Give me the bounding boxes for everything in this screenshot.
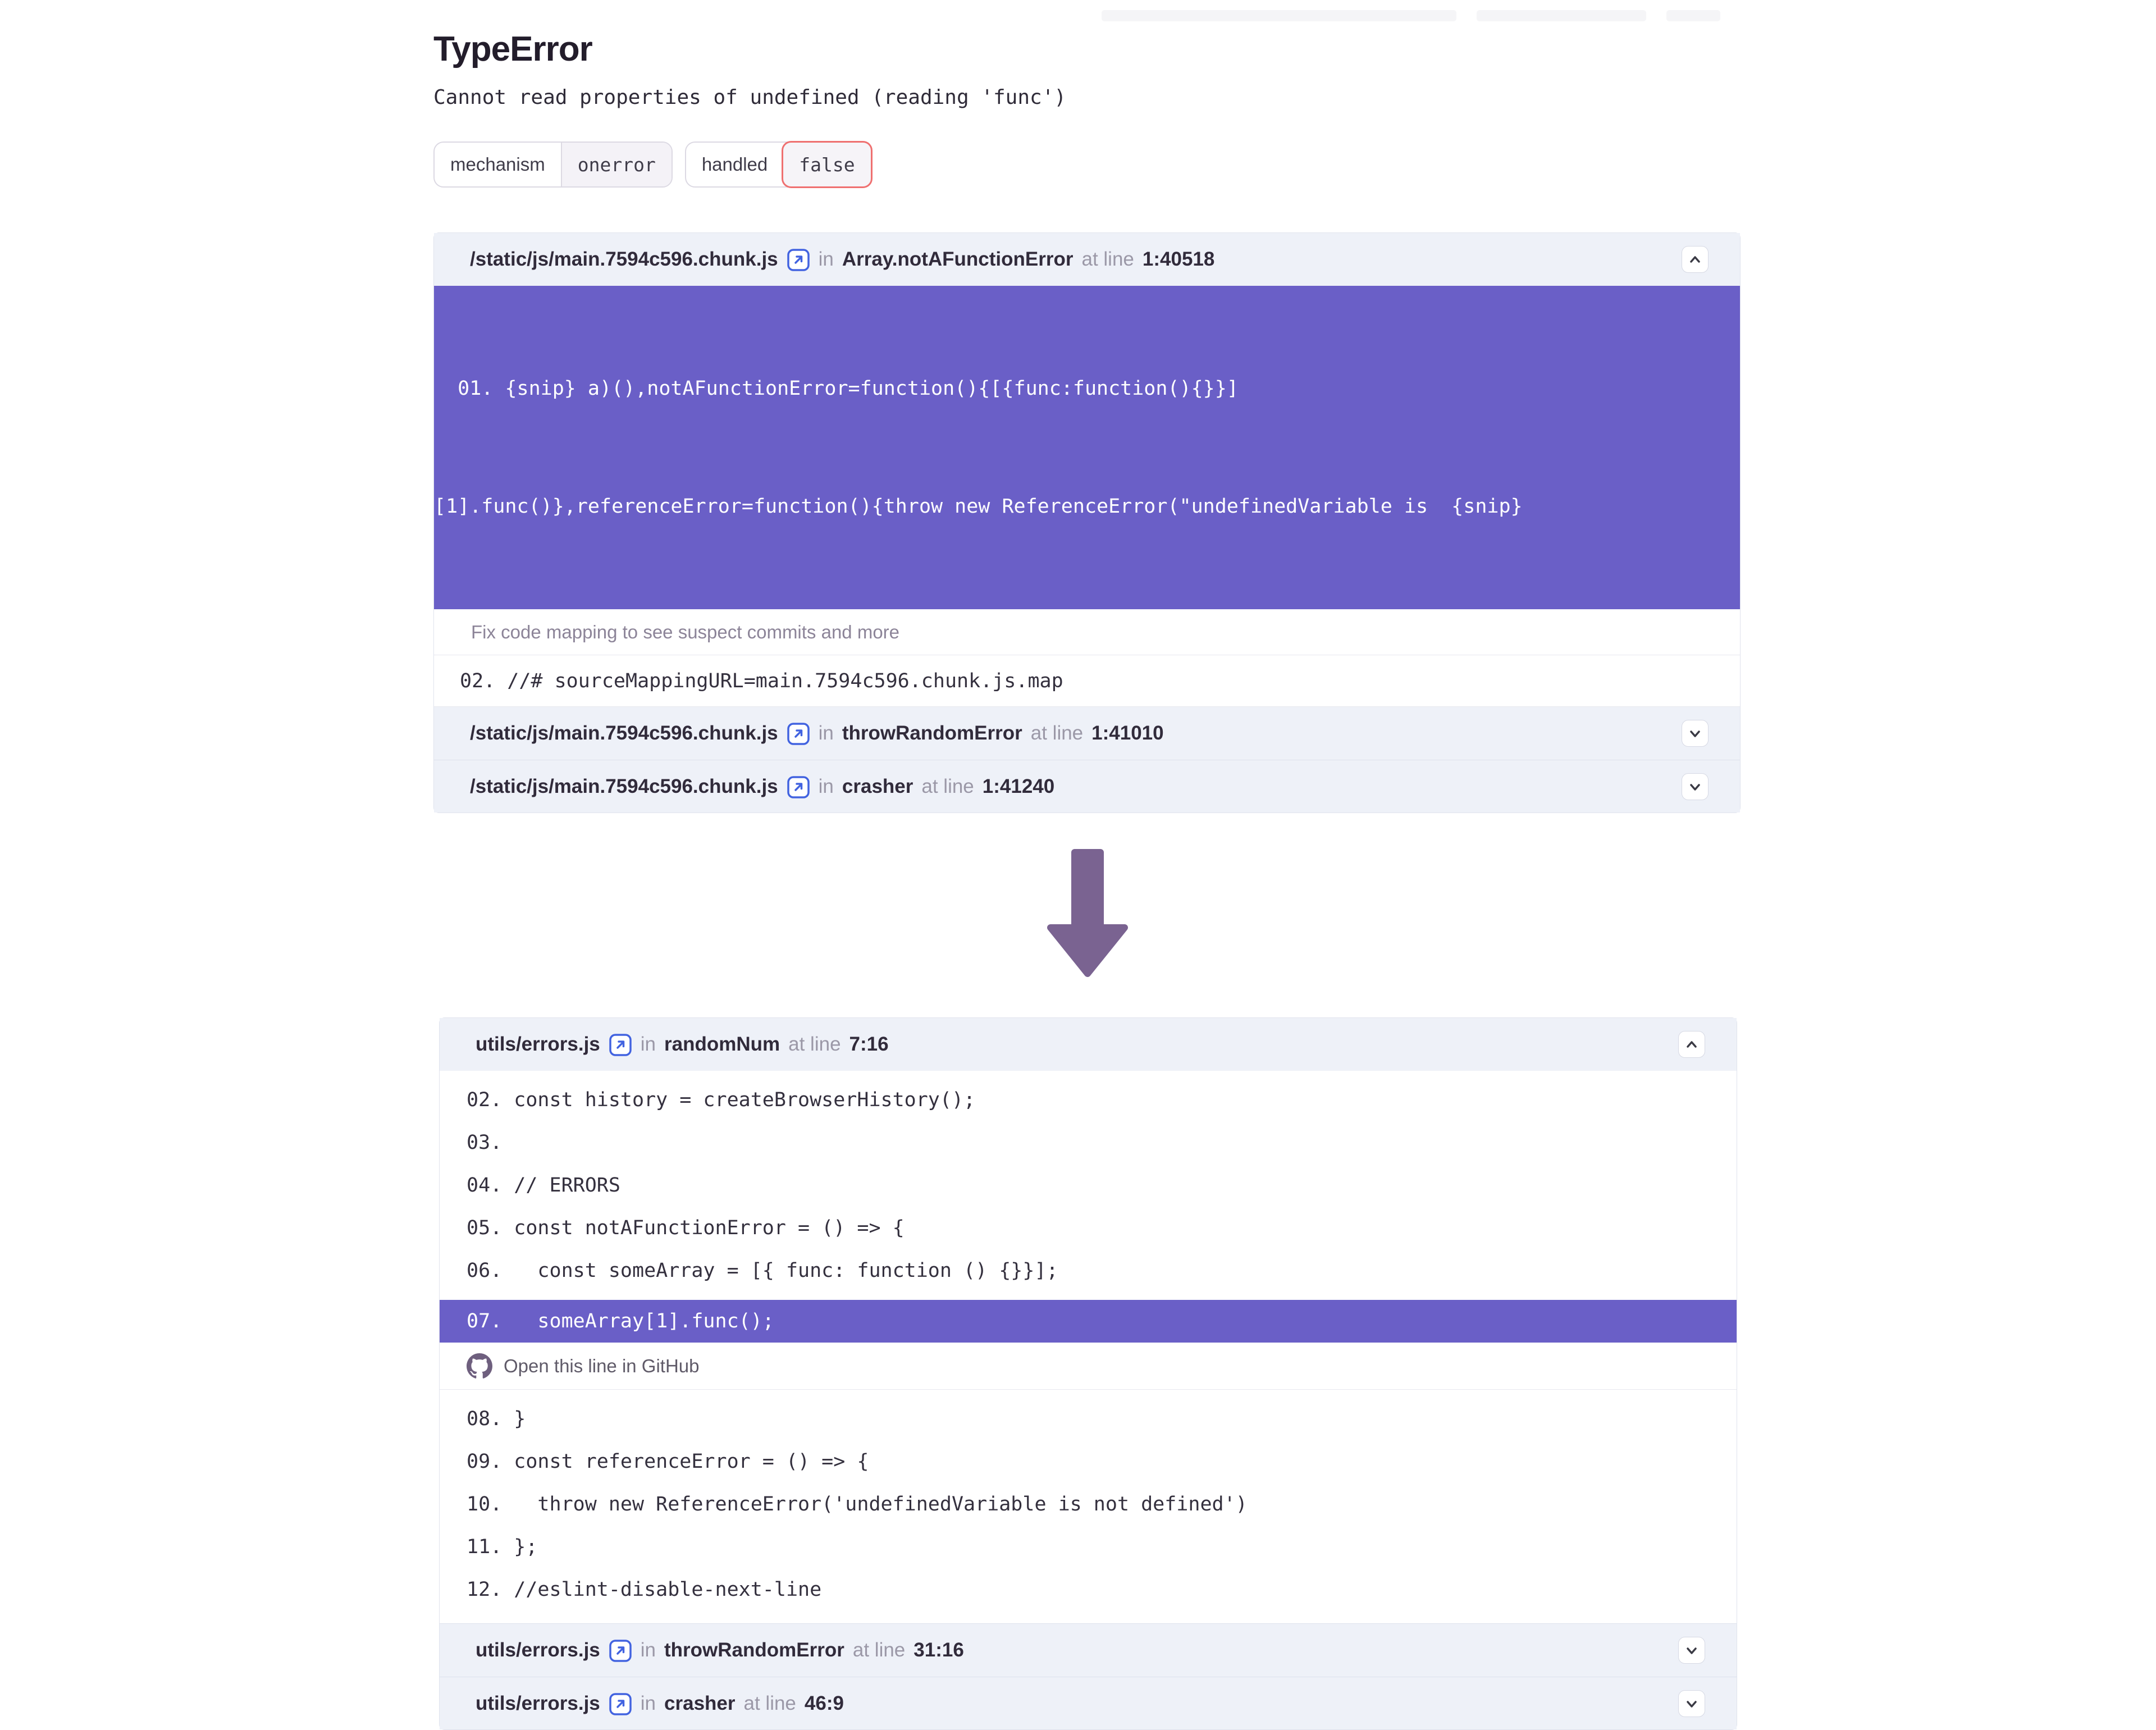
chevron-up-icon <box>1687 251 1703 268</box>
tag-mechanism[interactable] <box>433 141 673 188</box>
frame-function: crasher <box>842 775 913 797</box>
collapse-frame-button[interactable] <box>1682 246 1709 273</box>
external-link-icon[interactable] <box>787 775 810 799</box>
frame-line-number: 7:16 <box>849 1033 889 1055</box>
frame-line-number: 46:9 <box>804 1692 844 1714</box>
code-line: 01. {snip} a)(),notAFunctionError=function(){[{func:function(){}}] <box>434 377 1239 400</box>
code-line: [1].func()},referenceError=function(){throw new ReferenceError("undefinedVariable is {snip} <box>434 495 1523 518</box>
expand-frame-button[interactable] <box>1678 1690 1705 1717</box>
frame-line-number: 1:40518 <box>1142 248 1215 270</box>
chevron-up-icon <box>1683 1036 1700 1053</box>
frame-path[interactable]: utils/errors.js <box>476 1033 600 1055</box>
in-label: in <box>818 248 834 270</box>
tag-key: mechanism <box>450 154 545 175</box>
chevron-down-icon <box>1687 778 1703 795</box>
code-line: 05. const notAFunctionError = () => { <box>467 1217 905 1239</box>
frame-function: throwRandomError <box>664 1639 844 1661</box>
highlighted-code-line: 07. someArray[1].func(); <box>440 1300 1737 1343</box>
collapse-frame-button[interactable] <box>1678 1031 1705 1058</box>
down-arrow-icon <box>1043 848 1132 980</box>
code-line: 02. //# sourceMappingURL=main.7594c596.chunk.js.map <box>434 655 1740 707</box>
in-label: in <box>640 1692 656 1714</box>
at-line-label: at line <box>743 1692 796 1714</box>
frame-line-number: 1:41240 <box>982 775 1055 797</box>
code-line: 12. //eslint-disable-next-line <box>467 1578 822 1601</box>
chevron-down-icon <box>1683 1695 1700 1712</box>
expand-frame-button[interactable] <box>1678 1637 1705 1664</box>
fix-code-mapping-link[interactable]: Fix code mapping to see suspect commits and more <box>434 609 1740 655</box>
at-line-label: at line <box>1081 248 1134 270</box>
external-link-icon[interactable] <box>609 1692 632 1716</box>
in-label: in <box>818 722 834 744</box>
open-in-github-link[interactable] <box>440 1343 1737 1390</box>
frame-function: crasher <box>664 1692 736 1714</box>
frame-line-number: 1:41010 <box>1091 722 1164 744</box>
at-line-label: at line <box>1030 722 1084 744</box>
external-link-icon[interactable] <box>787 248 810 272</box>
stack-frame-throwrandomerror[interactable] <box>434 707 1740 760</box>
source-code-context <box>440 1071 1737 1300</box>
chevron-down-icon <box>1687 725 1703 742</box>
code-line: 04. // ERRORS <box>467 1174 620 1197</box>
tag-value: onerror <box>561 143 672 186</box>
external-link-icon[interactable] <box>787 722 810 746</box>
github-icon <box>467 1353 492 1379</box>
at-line-label: at line <box>788 1033 841 1055</box>
in-label: in <box>818 775 834 797</box>
stack-frame-throwrandomerror-source[interactable] <box>440 1624 1737 1677</box>
at-line-label: at line <box>852 1639 906 1661</box>
minified-stack-trace <box>433 232 1741 813</box>
code-line: 02. const history = createBrowserHistory(); <box>467 1089 976 1111</box>
stack-frame-notafunctionerror[interactable] <box>434 233 1740 286</box>
code-line: 10. throw new ReferenceError('undefinedVariable is not defined') <box>467 1493 1248 1516</box>
code-line: 03. <box>467 1131 503 1154</box>
frame-function: throwRandomError <box>842 722 1022 744</box>
frame-path[interactable]: utils/errors.js <box>476 1692 600 1714</box>
frame-function: randomNum <box>664 1033 780 1055</box>
tag-list <box>433 141 1742 188</box>
frame-path[interactable]: /static/js/main.7594c596.chunk.js <box>470 248 778 270</box>
frame-path[interactable]: utils/errors.js <box>476 1639 600 1661</box>
source-stack-trace <box>439 1017 1737 1730</box>
tag-key: handled <box>701 154 768 175</box>
tag-handled[interactable] <box>685 141 872 188</box>
error-message: Cannot read properties of undefined (reading 'func') <box>433 86 1067 109</box>
source-code-context <box>440 1390 1737 1624</box>
frame-function: Array.notAFunctionError <box>842 248 1074 270</box>
page-title: TypeError <box>433 30 592 69</box>
highlighted-code-line <box>434 286 1740 609</box>
frame-path[interactable]: /static/js/main.7594c596.chunk.js <box>470 775 778 797</box>
external-link-icon[interactable] <box>609 1033 632 1057</box>
code-line: 11. }; <box>467 1536 538 1558</box>
expand-frame-button[interactable] <box>1682 720 1709 747</box>
stack-frame-randomnum[interactable] <box>440 1018 1737 1071</box>
in-label: in <box>640 1639 656 1661</box>
tag-value-flagged: false <box>782 141 872 188</box>
code-line: 06. const someArray = [{ func: function () {}}]; <box>467 1259 1058 1282</box>
stack-frame-crasher[interactable] <box>434 760 1740 812</box>
code-line: 08. } <box>467 1408 526 1430</box>
in-label: in <box>640 1033 656 1055</box>
external-link-icon[interactable] <box>609 1639 632 1663</box>
frame-line-number: 31:16 <box>913 1639 964 1661</box>
chevron-down-icon <box>1683 1642 1700 1659</box>
expand-frame-button[interactable] <box>1682 773 1709 800</box>
github-link-label: Open this line in GitHub <box>504 1355 700 1376</box>
frame-path[interactable]: /static/js/main.7594c596.chunk.js <box>470 722 778 744</box>
code-line: 09. const referenceError = () => { <box>467 1450 869 1473</box>
stack-frame-crasher-source[interactable] <box>440 1677 1737 1729</box>
at-line-label: at line <box>921 775 974 797</box>
